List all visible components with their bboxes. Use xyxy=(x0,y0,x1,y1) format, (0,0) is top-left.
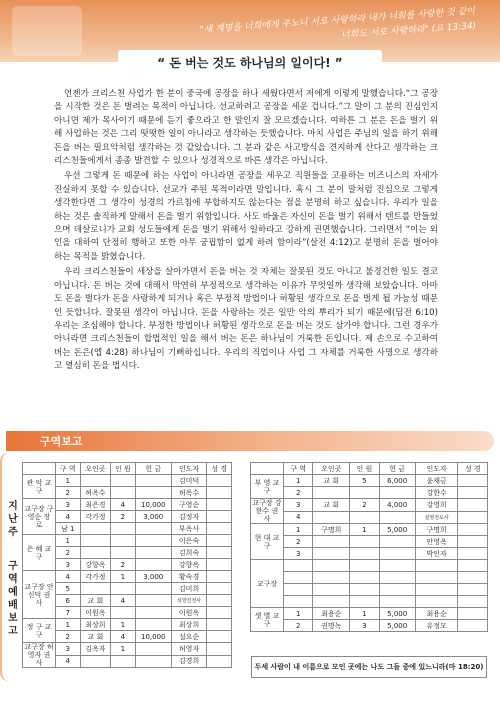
table-cell xyxy=(313,511,350,524)
header-cell: 성 경 xyxy=(458,463,488,475)
report-table-right xyxy=(250,462,488,632)
table-cell: 5,000 xyxy=(379,524,415,536)
header-cell: 인도자 xyxy=(171,463,207,475)
table-cell: 4 xyxy=(56,655,81,668)
table-cell: 이은숙 xyxy=(171,535,207,547)
table-cell: 1 xyxy=(111,619,136,631)
table-cell: 이원옥 xyxy=(171,607,207,619)
table-cell: 윤재금 xyxy=(415,475,458,487)
table-cell: 김미희 xyxy=(171,583,207,595)
article-paragraph: 언젠가 크리스천 사업가 한 분이 중국에 공장을 하나 세웠다면서 저에게 이렇게 말했습니다.“그 공장을 시작한 것은 돈 벌려는 목적이 아닙니다. 선교하려고 공장을 세운 겁니다.”그 말이 그 분의 진심인지 아니면 제가 목사이기 때문에 듣기 좋으라고 한 말인지 잘 모르겠습니다. 여하튼 그 분은 돈을 벌기 위해 사업하는 것은 그리 떳떳한 일이 아니라고 생각하는 듯했습니다. 마치 사업은 주님의 일을 하기 위해 돈을 버는 필요악처럼 생각하는 것 같았습니다. 그 분과 같은 사고방식을 견지하게 산다고 생각하는 크리스천들에게서 종종 발견할 수 있으나 성경적으로 바른 생각은 아닙니다. xyxy=(54,89,438,167)
table-cell: 구명희 xyxy=(415,524,458,536)
table-row xyxy=(251,596,488,608)
report-table-left xyxy=(22,462,232,668)
table-cell xyxy=(207,631,232,643)
table-cell xyxy=(80,523,111,535)
region-label-last-week: 지 난 주 xyxy=(8,501,18,538)
table-cell xyxy=(207,475,232,487)
table-cell: 박인자 xyxy=(415,548,458,560)
header-verse: "새 계명을 너희에게 주노니 서로 사랑하라 내가 너희를 사랑한 것 같이 너희도 서로 사랑하라" (요 13:34) xyxy=(199,6,477,41)
table-cell xyxy=(80,535,111,547)
table-cell xyxy=(80,547,111,559)
table-cell: 남 1 xyxy=(56,523,81,535)
table-cell: 교 회 xyxy=(313,499,350,512)
table-cell xyxy=(135,523,171,535)
header-cell: 인 원 xyxy=(350,463,379,475)
table-row xyxy=(251,572,488,584)
table-row xyxy=(251,475,488,487)
table-cell xyxy=(135,487,171,499)
table-cell xyxy=(207,571,232,583)
header-cell: 구 역 xyxy=(56,463,81,475)
table-cell: 1 xyxy=(350,608,379,620)
table-cell: 허영자 xyxy=(171,643,207,656)
table-cell xyxy=(313,487,350,499)
table-cell: 1 xyxy=(56,475,81,487)
table-cell xyxy=(111,523,136,535)
table-cell: 6,000 xyxy=(379,475,415,487)
table-cell: 1 xyxy=(284,524,313,536)
header-cell: 구 역 xyxy=(284,463,313,475)
table-cell: 4 xyxy=(284,511,313,524)
table-row xyxy=(23,619,232,631)
table-cell: 1 xyxy=(56,535,81,547)
table-cell xyxy=(207,535,232,547)
table-header-row xyxy=(251,463,488,475)
gift-box-decoration xyxy=(12,6,82,56)
district-cell: 교구장 허영자 권 사 xyxy=(24,643,54,667)
district-cell: 교구장 xyxy=(251,560,284,608)
table-cell xyxy=(415,596,458,608)
table-cell: 김경희 xyxy=(171,655,207,668)
table-cell xyxy=(207,487,232,499)
table-cell xyxy=(350,584,379,596)
table-cell xyxy=(207,559,232,571)
section-title: 구역보고 xyxy=(40,435,83,448)
table-cell: 유정모 xyxy=(415,620,458,632)
table-cell xyxy=(135,583,171,595)
header-cell: 헌 금 xyxy=(379,463,415,475)
table-cell xyxy=(135,607,171,619)
district-cell: 정 구 교 구 xyxy=(23,619,56,643)
table-cell: 1 xyxy=(111,643,136,656)
table-cell xyxy=(284,560,313,572)
table-cell: 심양진전사 xyxy=(171,595,207,607)
table-cell: 2 xyxy=(56,487,81,499)
table-cell xyxy=(135,643,171,656)
table-cell xyxy=(207,499,232,511)
table-cell xyxy=(207,583,232,595)
table-cell xyxy=(415,572,458,584)
district-cell: 관 악 교 구 xyxy=(23,475,56,499)
table-cell xyxy=(207,643,232,656)
table-cell xyxy=(207,619,232,631)
table-cell: 10,000 xyxy=(135,499,171,511)
header-cell: 오인곳 xyxy=(80,463,111,475)
table-cell xyxy=(111,583,136,595)
table-cell: 4 xyxy=(111,499,136,511)
table-cell: 교 회 xyxy=(313,475,350,487)
table-cell: 3 xyxy=(56,643,81,656)
table-cell xyxy=(135,547,171,559)
header-cell xyxy=(251,463,284,475)
header-cell: 인도자 xyxy=(415,463,458,475)
table-row xyxy=(251,560,488,572)
table-cell xyxy=(135,475,171,487)
table-cell xyxy=(458,596,488,608)
header-cell xyxy=(23,463,56,475)
district-cell: 교구장 안신덕 권 사 xyxy=(23,571,56,619)
table-cell: 5 xyxy=(56,583,81,595)
table-cell: 5 xyxy=(350,475,379,487)
table-cell xyxy=(135,535,171,547)
table-row xyxy=(251,584,488,596)
table-cell: 1 xyxy=(284,608,313,620)
table-row xyxy=(251,608,488,620)
table-cell xyxy=(313,548,350,560)
table-cell xyxy=(135,595,171,607)
table-row xyxy=(23,571,232,583)
table-cell: 4 xyxy=(56,571,81,583)
table-cell: 4,000 xyxy=(379,499,415,512)
table-cell xyxy=(80,583,111,595)
table-cell: 부옥사 xyxy=(171,523,207,535)
table-cell: 최용순 xyxy=(313,608,350,620)
table-cell xyxy=(458,511,488,524)
table-cell xyxy=(379,596,415,608)
table-row xyxy=(251,536,488,548)
table-cell: 3 xyxy=(284,548,313,560)
table-cell: 4 xyxy=(111,595,136,607)
table-cell xyxy=(111,607,136,619)
article-body xyxy=(54,88,438,376)
article-paragraph: 우리 크리스천들이 세상을 살아가면서 돈을 버는 것 자체는 잘못된 것도 아니고 불경건한 일도 결코 아닙니다. 돈 버는 것에 대해서 막연히 부정적으로 생각하는 이유가 무엇일까 생각해 보았습니다. 아마도 돈을 벌다가 돈을 사랑하게 되거나 혹은 부정적 방법이나 허황된 생각으로 돈을 벌게 될 가능성 때문인 듯합니다. 잘못된 생각이 아닙니다. 돈을 사랑하는 것은 일만 악의 뿌리가 되기 때문에(딤전 6:10) 우리는 조심해야 합니다. 부정한 방법이나 허황된 생각으로 돈을 버는 것도 삼가야 합니다. 그런 경우가 아니라면 크리스천들이 합법적인 일을 해서 버는 돈은 하나님이 거룩한 돈입니다. 제 손으로 수고하여 버는 돈은(엡 4:28) 하나님이 기뻐하십니다. 우리의 직업이나 사업 그 자체를 거룩한 사명으로 생각하고 열심히 돈을 법시다. xyxy=(54,267,438,372)
table-cell xyxy=(458,608,488,620)
table-cell xyxy=(313,536,350,548)
table-cell: 김정자 xyxy=(171,511,207,523)
article-title: “ 돈 버는 것도 하나님의 일이다! ” xyxy=(118,50,382,74)
table-cell: 김미덕 xyxy=(171,475,207,487)
table-cell: 3,000 xyxy=(135,511,171,523)
table-cell: 5,000 xyxy=(379,620,415,632)
table-cell xyxy=(111,547,136,559)
table-cell xyxy=(111,535,136,547)
table-cell: 2 xyxy=(284,487,313,499)
district-cell: 은 혜 교 구 xyxy=(23,535,56,571)
table-cell: 권명녹 xyxy=(313,620,350,632)
table-cell xyxy=(111,655,136,668)
table-cell xyxy=(458,475,488,487)
table-cell: 2 xyxy=(284,620,313,632)
table-cell: 설요순 xyxy=(171,631,207,643)
district-cell: 교구장 강한수 권 사 xyxy=(252,499,282,523)
table-cell xyxy=(313,572,350,584)
header-cell: 성 경 xyxy=(207,463,232,475)
table-cell xyxy=(379,536,415,548)
table-row xyxy=(251,499,488,512)
table-cell: 3 xyxy=(56,559,81,571)
table-cell: 4 xyxy=(111,631,136,643)
table-cell xyxy=(350,596,379,608)
table-cell xyxy=(80,655,111,668)
table-cell: 강한수 xyxy=(415,487,458,499)
table-cell xyxy=(350,548,379,560)
table-cell xyxy=(458,572,488,584)
table-cell: 구명희 xyxy=(313,524,350,536)
table-cell xyxy=(284,572,313,584)
table-cell: 강향옥 xyxy=(171,559,207,571)
table-cell xyxy=(458,620,488,632)
footer-verse: 두세 사람이 내 이름으로 모인 곳에는 나도 그들 중에 있느니라(마 18:20) xyxy=(251,656,487,678)
table-cell xyxy=(350,572,379,584)
table-cell: 6 xyxy=(56,595,81,607)
table-cell: 구영순 xyxy=(171,499,207,511)
table-cell: 강향옥 xyxy=(80,559,111,571)
table-cell: 강영희 xyxy=(415,499,458,512)
table-cell xyxy=(458,487,488,499)
table-cell xyxy=(284,596,313,608)
table-cell xyxy=(207,607,232,619)
table-cell: 4 xyxy=(56,511,81,523)
table-cell: 각가정 xyxy=(80,511,111,523)
table-cell xyxy=(111,487,136,499)
table-cell: 1 xyxy=(111,571,136,583)
table-cell xyxy=(379,548,415,560)
table-row xyxy=(23,499,232,511)
table-cell xyxy=(207,655,232,668)
table-cell xyxy=(350,560,379,572)
district-cell: 현 대 교 구 xyxy=(251,524,284,560)
table-cell: 황숙경 xyxy=(171,571,207,583)
table-cell: 허옥수 xyxy=(171,487,207,499)
table-row xyxy=(251,548,488,560)
table-header-row xyxy=(23,463,232,475)
table-cell: 10,000 xyxy=(135,631,171,643)
table-cell: 1 xyxy=(56,619,81,631)
table-row xyxy=(251,524,488,536)
table-cell: 김옥자 xyxy=(80,643,111,656)
table-cell: 2 xyxy=(350,499,379,512)
table-cell: 2 xyxy=(111,511,136,523)
table-row xyxy=(23,643,232,656)
table-cell: 3,000 xyxy=(135,571,171,583)
table-cell: 1 xyxy=(350,524,379,536)
table-cell: 2 xyxy=(111,559,136,571)
region-label-report: 구 역 예 배 보 고 xyxy=(8,561,18,637)
table-cell: 3 xyxy=(56,499,81,511)
table-cell xyxy=(135,619,171,631)
table-cell xyxy=(313,560,350,572)
table-cell: 심영전도사 xyxy=(415,511,458,524)
table-cell xyxy=(207,511,232,523)
table-cell: 2 xyxy=(56,547,81,559)
table-cell xyxy=(458,560,488,572)
table-cell xyxy=(379,511,415,524)
table-cell xyxy=(415,560,458,572)
table-cell: 김희숙 xyxy=(171,547,207,559)
district-cell: 부 영 교 구 xyxy=(251,475,284,499)
table-cell xyxy=(379,572,415,584)
table-cell: 최상희 xyxy=(171,619,207,631)
table-cell: 2 xyxy=(284,536,313,548)
table-cell: 최상희 xyxy=(80,619,111,631)
district-cell: 교구장 구영순 장 로 xyxy=(23,499,56,535)
table-cell xyxy=(313,596,350,608)
table-row xyxy=(251,620,488,632)
table-cell xyxy=(313,584,350,596)
table-cell xyxy=(379,487,415,499)
table-cell: 교 회 xyxy=(80,631,111,643)
header-cell: 인 원 xyxy=(111,463,136,475)
table-cell: 허옥수 xyxy=(80,487,111,499)
table-cell xyxy=(111,475,136,487)
table-cell: 3 xyxy=(284,499,313,512)
table-cell xyxy=(207,523,232,535)
table-cell xyxy=(379,584,415,596)
table-row xyxy=(23,475,232,487)
district-cell: 샛 별 교 구 xyxy=(251,608,284,632)
table-cell xyxy=(415,584,458,596)
table-cell xyxy=(458,536,488,548)
table-cell xyxy=(350,487,379,499)
header-cell: 오인곳 xyxy=(313,463,350,475)
table-cell: 2 xyxy=(56,631,81,643)
table-cell xyxy=(207,547,232,559)
table-cell xyxy=(350,536,379,548)
table-cell xyxy=(458,499,488,512)
table-row xyxy=(23,535,232,547)
table-cell xyxy=(458,548,488,560)
table-row xyxy=(251,487,488,499)
table-row xyxy=(251,511,488,524)
table-cell: 교 회 xyxy=(80,595,111,607)
table-cell xyxy=(350,511,379,524)
table-cell: 각가정 xyxy=(80,571,111,583)
table-cell xyxy=(458,584,488,596)
table-cell xyxy=(207,595,232,607)
table-cell: 5,000 xyxy=(379,608,415,620)
article-paragraph: 우선 그렇게 돈 때문에 하는 사업이 아니라면 공장을 세우고 직원들을 고용하는 비즈니스의 자세가 진실하지 못할 수 있습니다. 선교가 주된 목적이라면 말입니다. 혹시 그 분이 말처럼 진심으로 그렇게 생각한다면 그 생각이 성경의 가르침에 부합하지도 않는다는 점을 분명히 하고 싶습니다. 우리가 일을 하는 것은 솔직하게 말해서 돈을 벌기 위함입니다. 사도 바울은 자신이 돈을 벌기 위해서 텐트를 만들었으며 데살로니가 교회 성도들에게 돈을 벌기 위해서 일하라고 강하게 권면했습니다. 그러면서 “이는 외인을 대하여 단정히 행하고 또한 아무 궁핍함이 없게 하려 함이라”(살전 4:12)고 분명히 돈을 벌어야 하는 목적을 밝혔습니다. xyxy=(54,171,438,262)
table-cell xyxy=(379,560,415,572)
table-cell: 이원옥 xyxy=(80,607,111,619)
table-cell xyxy=(135,655,171,668)
table-cell xyxy=(458,524,488,536)
table-cell xyxy=(284,584,313,596)
table-cell: 최용순 xyxy=(415,608,458,620)
table-cell: 7 xyxy=(56,607,81,619)
table-cell: 3 xyxy=(350,620,379,632)
table-cell: 1 xyxy=(284,475,313,487)
header-cell: 헌 금 xyxy=(135,463,171,475)
table-cell xyxy=(135,559,171,571)
table-cell: 안영옥 xyxy=(415,536,458,548)
table-cell xyxy=(80,475,111,487)
table-cell: 최은경 xyxy=(80,499,111,511)
